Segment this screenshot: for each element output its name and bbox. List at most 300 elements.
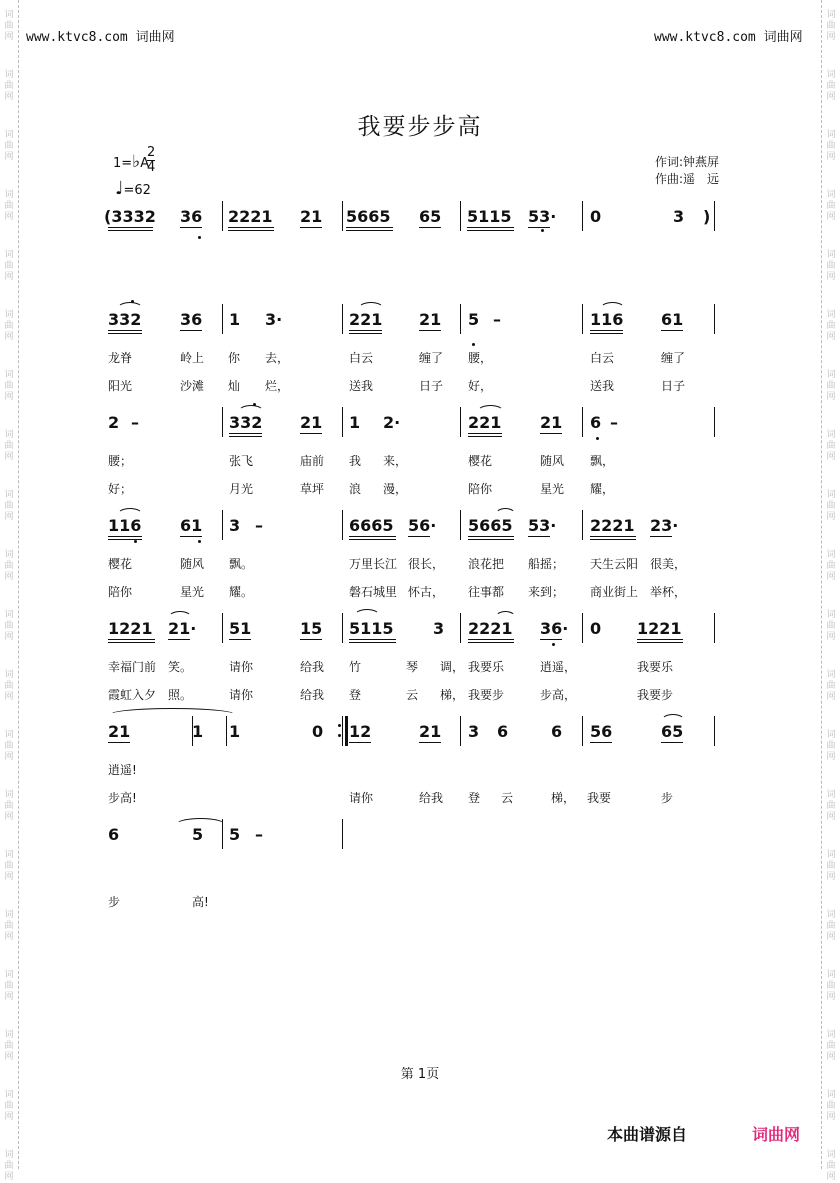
lyric-verse-2: 高! [192, 895, 209, 909]
lyric-verse-1: 龙脊 [108, 351, 133, 365]
note: 3 [673, 207, 685, 226]
time-numerator: 2 [147, 145, 156, 160]
lyric-verse-2: 漫， [383, 482, 408, 496]
barline [460, 201, 461, 231]
note: 3 [433, 619, 445, 638]
watermark-text: 词 曲 网 [826, 190, 836, 222]
barline [460, 304, 461, 334]
song-title: 我要步步高 [357, 114, 483, 140]
beam-underline [468, 433, 502, 434]
slur [238, 405, 264, 412]
lyric-verse-2: 星光 [180, 585, 205, 599]
lyric-verse-1: 张飞 [229, 454, 254, 468]
lyric-verse-2: 给我 [419, 791, 444, 805]
beam-underline [408, 536, 430, 537]
note: 1221 [108, 619, 153, 638]
lyric-verse-1: 岭上 [180, 351, 205, 365]
lyric-verse-2: 日子 [419, 379, 444, 393]
beam-underline [229, 639, 251, 640]
lyric-verse-2: 草坪 [300, 482, 325, 496]
lyric-verse-1: 你 [228, 351, 241, 365]
header-right-url[interactable]: www.ktvc8.com [654, 30, 756, 45]
barline [460, 407, 461, 437]
note: 2221 [228, 207, 273, 226]
watermark-text: 词 曲 网 [826, 910, 836, 942]
octave-dot [596, 437, 599, 440]
lyric-verse-2: 来到； [528, 585, 565, 599]
lyric-verse-2: 霞虹入夕 [108, 688, 157, 702]
beam-underline [300, 227, 322, 228]
beam-underline [108, 539, 142, 540]
watermark-text: 词 曲 网 [4, 310, 14, 342]
barline [192, 716, 193, 746]
lyric-verse-1: 船摇； [528, 557, 565, 571]
lyric-verse-1: 很长， [408, 557, 445, 571]
beam-underline [346, 227, 393, 228]
lyric-verse-1: 飘。 [229, 557, 254, 571]
beam-underline [300, 639, 322, 640]
barline [342, 304, 343, 334]
lyric-verse-2: 怀古， [408, 585, 445, 599]
lyric-verse-1: 笑。 [168, 660, 193, 674]
beam-underline [540, 433, 562, 434]
watermark-text: 词 曲 网 [826, 1090, 836, 1122]
watermark-text: 词 曲 网 [4, 610, 14, 642]
note: 53· [528, 516, 557, 535]
beam-underline [419, 742, 441, 743]
beam-underline [467, 230, 514, 231]
beam-underline [419, 330, 441, 331]
watermark-text: 词 曲 网 [826, 550, 836, 582]
lyric-verse-1: 逍遥! [108, 763, 137, 777]
slur [495, 611, 516, 618]
note: 5 [192, 825, 204, 844]
page-number: 第 1页 [400, 1067, 440, 1082]
beam-underline [349, 742, 371, 743]
lyric-verse-1: 很美， [650, 557, 687, 571]
beam-underline [180, 227, 202, 228]
note: 116 [108, 516, 142, 535]
barline [714, 407, 715, 437]
lyric-verse-2: 往事都 [468, 585, 505, 599]
beam-underline [228, 230, 274, 231]
watermark-text: 词 曲 网 [826, 790, 836, 822]
lyric-verse-1: 幸福门前 [108, 660, 157, 674]
watermark-text: 词 曲 网 [4, 1090, 14, 1122]
lyric-verse-2: 请你 [349, 791, 374, 805]
note: 51 [229, 619, 252, 638]
beam-underline [528, 536, 550, 537]
beam-underline [108, 742, 130, 743]
note: 36 [180, 207, 203, 226]
lyric-verse-1: 调， [440, 660, 465, 674]
beam-underline [349, 333, 382, 334]
slur [168, 611, 192, 618]
barline [582, 613, 583, 643]
watermark-text: 词 曲 网 [4, 1030, 14, 1062]
note: 2221 [468, 619, 513, 638]
header-left-url[interactable]: www.ktvc8.com [26, 30, 128, 45]
lyric-verse-2: 云 [406, 688, 419, 702]
lyric-verse-2: 月光 [229, 482, 254, 496]
note: 1 [349, 413, 361, 432]
barline [226, 716, 227, 746]
note: 6 [497, 722, 509, 741]
watermark-text: 词 曲 网 [4, 70, 14, 102]
lyric-verse-1: 给我 [300, 660, 325, 674]
note: 21 [300, 207, 323, 226]
lyric-verse-2: 陪你 [468, 482, 493, 496]
lyric-verse-1: 请你 [229, 660, 254, 674]
watermark-text: 词 曲 网 [4, 250, 14, 282]
repeat-dot [338, 724, 341, 727]
beam-underline [590, 742, 612, 743]
barline [460, 716, 461, 746]
note: 23· [650, 516, 679, 535]
note: – [610, 413, 618, 432]
lyric-verse-2: 梯， [440, 688, 465, 702]
lyric-verse-1: 天生云阳 [590, 557, 639, 571]
lyric-verse-2: 日子 [661, 379, 686, 393]
barline [582, 716, 583, 746]
note: 53· [528, 207, 557, 226]
lyric-verse-1: 白云 [590, 351, 615, 365]
slur [661, 714, 685, 721]
lyric-verse-2: 耀。 [229, 585, 254, 599]
lyric-verse-2: 送我 [349, 379, 374, 393]
slur [358, 302, 384, 309]
note: 12 [349, 722, 372, 741]
beam-underline [228, 227, 274, 228]
barline [222, 304, 223, 334]
note: 36 [180, 310, 203, 329]
watermark-text: 词 曲 网 [4, 430, 14, 462]
note: 21 [419, 310, 442, 329]
note: 3 [468, 722, 480, 741]
note: (3332 [104, 207, 156, 226]
time-denominator: 4 [147, 160, 156, 175]
beam-underline [108, 639, 155, 640]
beam-underline [346, 230, 393, 231]
quarter-note-icon: ♩ [115, 178, 124, 199]
octave-dot [541, 229, 544, 232]
watermark-text: 词 曲 网 [4, 790, 14, 822]
slur [108, 708, 237, 715]
lyric-verse-1: 逍遥， [540, 660, 577, 674]
slur [477, 405, 504, 412]
lyric-verse-2: 我要步 [468, 688, 505, 702]
note: 65 [661, 722, 684, 741]
note: 5 [229, 825, 241, 844]
watermark-text: 词 曲 网 [4, 130, 14, 162]
note: 0 [590, 207, 602, 226]
barline [342, 819, 343, 849]
note: 61 [661, 310, 684, 329]
beam-underline [637, 639, 683, 640]
note: ) [703, 207, 711, 226]
lyric-verse-1: 竹 [349, 660, 362, 674]
header-left [26, 26, 175, 45]
note: 36· [540, 619, 569, 638]
lyric-verse-1: 樱花 [108, 557, 133, 571]
barline [342, 716, 343, 746]
octave-dot [552, 643, 555, 646]
tempo [115, 178, 151, 199]
lyric-verse-1: 我要乐 [468, 660, 505, 674]
header-left-site[interactable]: 词曲网 [135, 30, 175, 45]
lyric-verse-1: 浪花把 [468, 557, 505, 571]
beam-underline [661, 330, 683, 331]
watermark-text: 词 曲 网 [4, 490, 14, 522]
note: – [493, 310, 501, 329]
beam-underline [229, 433, 262, 434]
lyric-verse-2: 登 [468, 791, 481, 805]
octave-dot [198, 540, 201, 543]
barline [714, 304, 715, 334]
note: – [255, 516, 263, 535]
slur [600, 302, 625, 309]
note: 56· [408, 516, 437, 535]
lyric-verse-2: 步高， [540, 688, 577, 702]
note: 15 [300, 619, 323, 638]
note: 65 [419, 207, 442, 226]
note: 6665 [349, 516, 394, 535]
barline [714, 613, 715, 643]
lyric-verse-1: 去， [265, 351, 290, 365]
beam-underline [180, 330, 202, 331]
beam-underline [590, 333, 623, 334]
note: 6 [551, 722, 563, 741]
beam-underline [650, 536, 672, 537]
beam-underline [590, 539, 636, 540]
source-site-link[interactable]: 词曲网 [752, 1125, 801, 1144]
watermark-text: 词 曲 网 [826, 1150, 836, 1182]
beam-underline [468, 642, 514, 643]
key-prefix: 1= [113, 156, 133, 171]
barline [582, 304, 583, 334]
beam-underline [229, 436, 262, 437]
beam-underline [108, 230, 153, 231]
watermark-text: 词 曲 网 [4, 850, 14, 882]
barline [222, 201, 223, 231]
barline [582, 407, 583, 437]
barline [222, 613, 223, 643]
lyric-verse-1: 我要乐 [637, 660, 674, 674]
lyric-verse-2: 我要 [587, 791, 612, 805]
watermark-text: 词 曲 网 [4, 10, 14, 42]
note: 1 [229, 722, 241, 741]
beam-underline [349, 536, 396, 537]
beam-underline [661, 742, 683, 743]
watermark-text: 词 曲 网 [826, 430, 836, 462]
note: 0 [590, 619, 602, 638]
key-signature [113, 152, 149, 172]
note: 1221 [637, 619, 682, 638]
watermark-text: 词 曲 网 [826, 310, 836, 342]
beam-underline [349, 539, 396, 540]
repeat-barline [345, 716, 348, 746]
watermark-text: 词 曲 网 [4, 1150, 14, 1182]
note: 116 [590, 310, 624, 329]
barline [342, 407, 343, 437]
watermark-text: 词 曲 网 [826, 490, 836, 522]
lyricist: 作词:钟燕屏 [655, 155, 720, 169]
note: 0 [312, 722, 324, 741]
lyric-verse-2: 我要步 [637, 688, 674, 702]
slur [117, 508, 143, 515]
beam-underline [168, 639, 190, 640]
note: 2221 [590, 516, 635, 535]
note: – [131, 413, 139, 432]
watermark-text: 词 曲 网 [4, 370, 14, 402]
octave-dot [472, 343, 475, 346]
barline [714, 716, 715, 746]
beam-underline [108, 333, 142, 334]
source-label: 本曲谱源自 [607, 1125, 688, 1144]
lyric-verse-1: 我 [349, 454, 362, 468]
watermark-text: 词 曲 网 [826, 670, 836, 702]
beam-underline [637, 642, 683, 643]
watermark-text: 词 曲 网 [4, 730, 14, 762]
beam-underline [528, 227, 550, 228]
lyric-verse-2: 商业街上 [590, 585, 639, 599]
lyric-verse-2: 请你 [229, 688, 254, 702]
lyric-verse-1: 飘， [590, 454, 615, 468]
barline [342, 510, 343, 540]
beam-underline [468, 436, 502, 437]
octave-dot [198, 236, 201, 239]
lyric-verse-2: 步高! [108, 791, 137, 805]
note: 5115 [467, 207, 512, 226]
lyric-verse-2: 送我 [590, 379, 615, 393]
barline [342, 613, 343, 643]
beam-underline [108, 536, 142, 537]
note: 5115 [349, 619, 394, 638]
watermark-text: 词 曲 网 [826, 730, 836, 762]
watermark-text: 词 曲 网 [4, 970, 14, 1002]
watermark-text: 词 曲 网 [826, 10, 836, 42]
lyric-verse-1: 樱花 [468, 454, 493, 468]
beam-underline [590, 330, 623, 331]
slur [354, 609, 380, 616]
watermark-text: 词 曲 网 [826, 250, 836, 282]
lyric-verse-2: 耀， [590, 482, 615, 496]
key-letter: A [140, 156, 150, 171]
watermark-text: 词 曲 网 [826, 70, 836, 102]
lyric-verse-1: 来， [383, 454, 408, 468]
lyric-verse-1: 腰， [468, 351, 493, 365]
note: 5665 [346, 207, 391, 226]
lyric-verse-2: 步 [108, 895, 121, 909]
barline [460, 510, 461, 540]
watermark-text: 词 曲 网 [4, 550, 14, 582]
beam-underline [468, 536, 514, 537]
barline [714, 201, 715, 231]
header-right-site[interactable]: 词曲网 [763, 30, 803, 45]
barline [460, 613, 461, 643]
watermark-text: 词 曲 网 [4, 910, 14, 942]
beam-underline [108, 330, 142, 331]
note: 6 [108, 825, 120, 844]
watermark-text: 词 曲 网 [826, 610, 836, 642]
header-right [654, 26, 803, 45]
slur [175, 818, 226, 825]
watermark-text: 词 曲 网 [826, 1030, 836, 1062]
octave-dot [134, 540, 137, 543]
beam-underline [590, 536, 636, 537]
lyric-verse-1: 琴 [406, 660, 419, 674]
note: 21 [540, 413, 563, 432]
watermark-text: 词 曲 网 [826, 970, 836, 1002]
note: 2 [108, 413, 120, 432]
note: 56 [590, 722, 613, 741]
slur [495, 508, 516, 515]
lyric-verse-2: 好， [468, 379, 493, 393]
composer: 作曲:遥 远 [655, 172, 720, 186]
beam-underline [468, 539, 514, 540]
watermark-text: 词 曲 网 [4, 190, 14, 222]
lyric-verse-1: 庙前 [300, 454, 325, 468]
lyric-verse-1: 缠了 [661, 351, 686, 365]
note: 332 [108, 310, 142, 329]
beam-underline [467, 227, 514, 228]
beam-underline [349, 330, 382, 331]
note: 21· [168, 619, 197, 638]
note: 1 [192, 722, 204, 741]
slur [117, 302, 143, 309]
note: 21 [419, 722, 442, 741]
lyric-verse-2: 步 [661, 791, 674, 805]
beam-underline [468, 639, 514, 640]
note: – [255, 825, 263, 844]
lyric-verse-2: 星光 [540, 482, 565, 496]
beam-underline [300, 433, 322, 434]
note: 3 [229, 516, 241, 535]
note: 61 [180, 516, 203, 535]
lyric-verse-2: 烂， [265, 379, 290, 393]
note: 221 [349, 310, 383, 329]
lyric-verse-1: 随风 [540, 454, 565, 468]
beam-underline [349, 642, 396, 643]
lyric-verse-1: 随风 [180, 557, 205, 571]
lyric-verse-2: 浪 [349, 482, 362, 496]
note: 21 [108, 722, 131, 741]
note: 332 [229, 413, 263, 432]
note: 1 [229, 310, 241, 329]
lyric-verse-2: 磐石城里 [349, 585, 398, 599]
tempo-value: =62 [123, 183, 151, 198]
note: 6 [590, 413, 602, 432]
beam-underline [108, 642, 155, 643]
note: 3· [265, 310, 283, 329]
lyric-verse-1: 万里长江 [349, 557, 398, 571]
lyric-verse-1: 白云 [349, 351, 374, 365]
beam-underline [180, 536, 202, 537]
beam-underline [108, 227, 153, 228]
beam-underline [419, 227, 441, 228]
lyric-verse-2: 举杯， [650, 585, 687, 599]
lyric-verse-2: 阳光 [108, 379, 133, 393]
watermark-text: 词 曲 网 [4, 670, 14, 702]
lyric-verse-2: 梯， [551, 791, 576, 805]
barline [222, 407, 223, 437]
note: 221 [468, 413, 502, 432]
lyric-verse-2: 给我 [300, 688, 325, 702]
beam-underline [540, 639, 562, 640]
beam-underline [349, 639, 396, 640]
barline [222, 510, 223, 540]
lyric-verse-2: 灿 [228, 379, 241, 393]
